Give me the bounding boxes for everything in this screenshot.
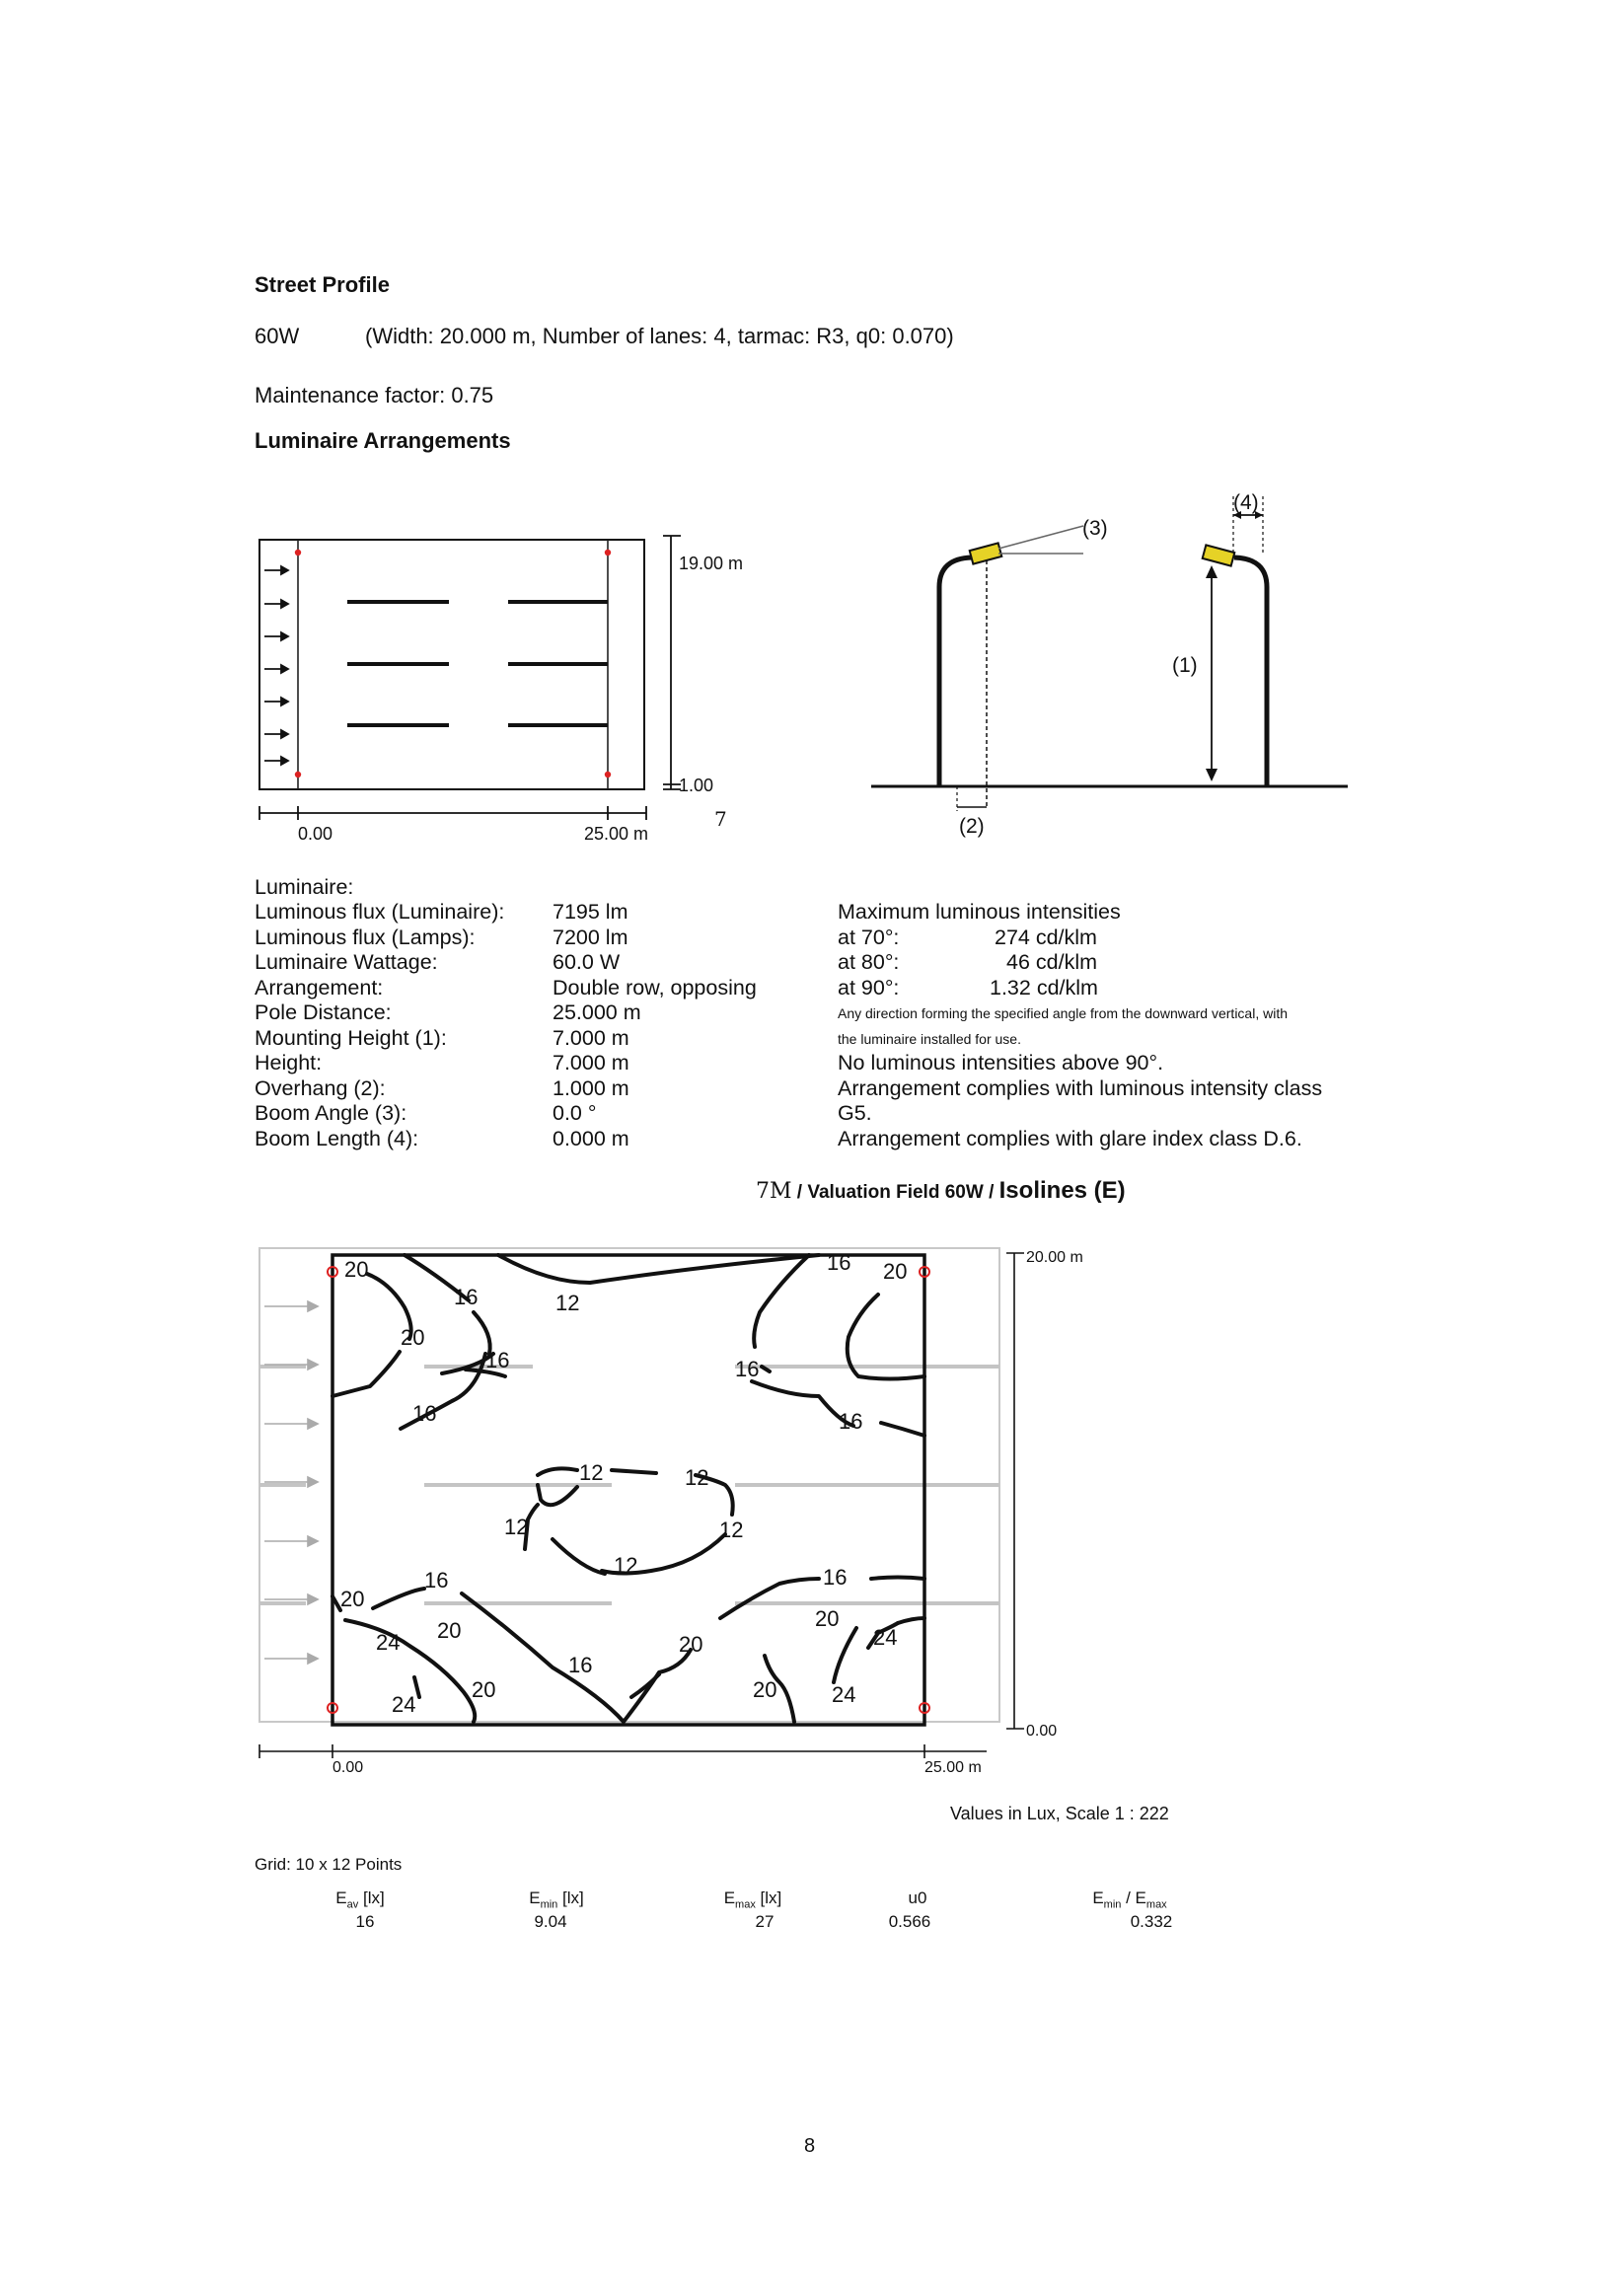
stat-unit: [lx]	[755, 1889, 782, 1907]
side-label-3: (3)	[1082, 517, 1108, 540]
row-label: Overhang (2):	[255, 1075, 386, 1100]
isoline-label: 16	[568, 1653, 593, 1677]
stat-emin-header	[487, 1889, 626, 1910]
isoline-label: 12	[555, 1291, 580, 1315]
stat-unit: [lx]	[358, 1889, 385, 1907]
isoline-label: 20	[401, 1325, 425, 1350]
isoline-label: 16	[424, 1568, 449, 1592]
profile-details: (Width: 20.000 m, Number of lanes: 4, tarmac: R3, q0: 0.070)	[365, 324, 954, 348]
row-value: 7.000 m	[553, 1025, 629, 1050]
stat-emax-header	[684, 1889, 822, 1910]
stat-emax-value: 27	[755, 1912, 775, 1931]
row-value: 7200 lm	[553, 925, 628, 949]
isoline-label: 20	[344, 1257, 369, 1282]
intensity-line-3: G5.	[838, 1101, 872, 1125]
row-label: Luminous flux (Luminaire):	[255, 900, 505, 924]
row-label: Luminous flux (Lamps):	[255, 925, 476, 949]
street-profile-heading: Street Profile	[255, 272, 390, 297]
intensity-value: 46 cd/klm	[1006, 950, 1098, 974]
intensity-line-2: Arrangement complies with luminous intensity class	[838, 1075, 1323, 1100]
stat-u0-header	[849, 1889, 987, 1908]
isoline-label: 24	[873, 1625, 898, 1650]
luminaire-arrangements-heading: Luminaire Arrangements	[255, 428, 511, 453]
row-value: 25.000 m	[553, 1000, 641, 1024]
row-value: 7195 lm	[553, 900, 628, 924]
intensity-label: at 70°:	[838, 925, 900, 949]
isoline-label: 24	[392, 1692, 416, 1717]
isoline-label: 20	[340, 1587, 365, 1611]
stat-sub: av	[346, 1898, 359, 1911]
row-label: Pole Distance:	[255, 1000, 392, 1024]
plan-dim-bottom: 1.00	[679, 776, 714, 795]
intensity-line-4: Arrangement complies with glare index class D.6.	[838, 1126, 1302, 1150]
intensities-title: Maximum luminous intensities	[838, 900, 1121, 924]
isoline-label: 16	[485, 1348, 510, 1372]
intensity-label: at 90°:	[838, 975, 900, 1000]
isoline-label: 20	[679, 1632, 703, 1657]
stat-name: u0	[908, 1889, 927, 1907]
stat-name: E	[529, 1889, 541, 1907]
stat-ratio-header	[1061, 1889, 1199, 1910]
isoline-label: 16	[454, 1285, 479, 1309]
isoline-label: 12	[614, 1553, 638, 1578]
isoline-scale-note: Values in Lux, Scale 1 : 222	[950, 1804, 1169, 1823]
stat-name: E	[723, 1889, 736, 1907]
stat-sub: max	[1145, 1898, 1167, 1911]
row-label: Boom Angle (3):	[255, 1101, 407, 1125]
row-value: 7.000 m	[553, 1051, 629, 1074]
row-label: Mounting Height (1):	[255, 1025, 447, 1050]
intensity-note-2: the luminaire installed for use.	[838, 1031, 1021, 1047]
plan-x-start: 0.00	[298, 824, 333, 844]
intensity-value: 274 cd/klm	[995, 925, 1097, 949]
isoline-label: 16	[839, 1409, 863, 1434]
stat-name: E	[335, 1889, 347, 1907]
plan-dim-top: 19.00 m	[679, 554, 744, 573]
isoline-label: 20	[437, 1618, 462, 1643]
stat-eav-value: 16	[355, 1912, 375, 1931]
grid-label: Grid: 10 x 12 Points	[255, 1855, 403, 1874]
isoline-label: 12	[579, 1460, 604, 1485]
isoline-label: 20	[815, 1606, 840, 1631]
isoline-title-mid: / Valuation Field 60W /	[791, 1182, 999, 1203]
intensity-line-1: No luminous intensities above 90°.	[838, 1051, 1164, 1074]
row-value: 0.0 °	[553, 1101, 597, 1125]
side-label-4: (4)	[1233, 491, 1259, 514]
isoline-label: 20	[883, 1259, 908, 1284]
stat-sub: max	[735, 1898, 756, 1911]
stat-emin-value: 9.04	[534, 1912, 567, 1931]
stat-eav-header	[291, 1889, 429, 1910]
intensity-note-1: Any direction forming the specified angle from the downward vertical, with	[838, 1005, 1288, 1021]
isoline-label: 16	[823, 1565, 848, 1590]
isoline-label: 12	[719, 1518, 744, 1542]
isoline-y-top: 20.00 m	[1026, 1249, 1083, 1266]
isoline-label: 24	[832, 1682, 856, 1707]
row-value: 0.000 m	[553, 1126, 629, 1150]
isoline-label: 24	[376, 1630, 401, 1655]
isoline-label: 20	[472, 1677, 496, 1702]
stat-unit: / E	[1121, 1889, 1146, 1907]
stat-u0-value: 0.566	[888, 1912, 931, 1931]
intensity-label: at 80°:	[838, 950, 900, 974]
stat-name: E	[1092, 1889, 1104, 1907]
row-value: Double row, opposing	[553, 975, 757, 1000]
row-label: Arrangement:	[255, 975, 384, 1000]
profile-variant: 60W	[255, 324, 300, 348]
isoline-y-bottom: 0.00	[1026, 1723, 1058, 1740]
isoline-label: 20	[753, 1677, 777, 1702]
isoline-x-end: 25.00 m	[924, 1759, 982, 1776]
isoline-label: 16	[412, 1401, 437, 1426]
plan-x-end: 25.00 m	[584, 824, 649, 844]
isoline-title-end: Isolines (E)	[998, 1177, 1126, 1204]
side-label-2: (2)	[959, 815, 985, 838]
isoline-x-start: 0.00	[332, 1759, 364, 1776]
isoline-label: 16	[827, 1250, 851, 1275]
page-number: 8	[804, 2135, 816, 2157]
row-label: Luminaire Wattage:	[255, 950, 438, 974]
maintenance-factor: Maintenance factor: 0.75	[255, 383, 494, 407]
stat-ratio-value: 0.332	[1130, 1912, 1173, 1931]
intensity-value: 1.32 cd/klm	[990, 975, 1098, 1000]
plan-note: 7	[714, 807, 727, 831]
isoline-label: 12	[685, 1465, 709, 1490]
isoline-traffic-arrows	[264, 1301, 318, 1664]
stat-sub: min	[1103, 1898, 1122, 1911]
isoline-prefix: 7M	[756, 1179, 792, 1204]
luminaire-title: Luminaire:	[255, 875, 354, 899]
stat-sub: min	[540, 1898, 558, 1911]
stat-unit: [lx]	[557, 1889, 584, 1907]
row-value: 1.000 m	[553, 1075, 629, 1100]
row-value: 60.0 W	[553, 950, 621, 974]
isoline-label: 16	[735, 1357, 760, 1381]
row-label: Boom Length (4):	[255, 1126, 419, 1150]
side-label-1: (1)	[1172, 654, 1198, 677]
row-label: Height:	[255, 1051, 323, 1074]
isoline-label: 12	[504, 1515, 529, 1539]
